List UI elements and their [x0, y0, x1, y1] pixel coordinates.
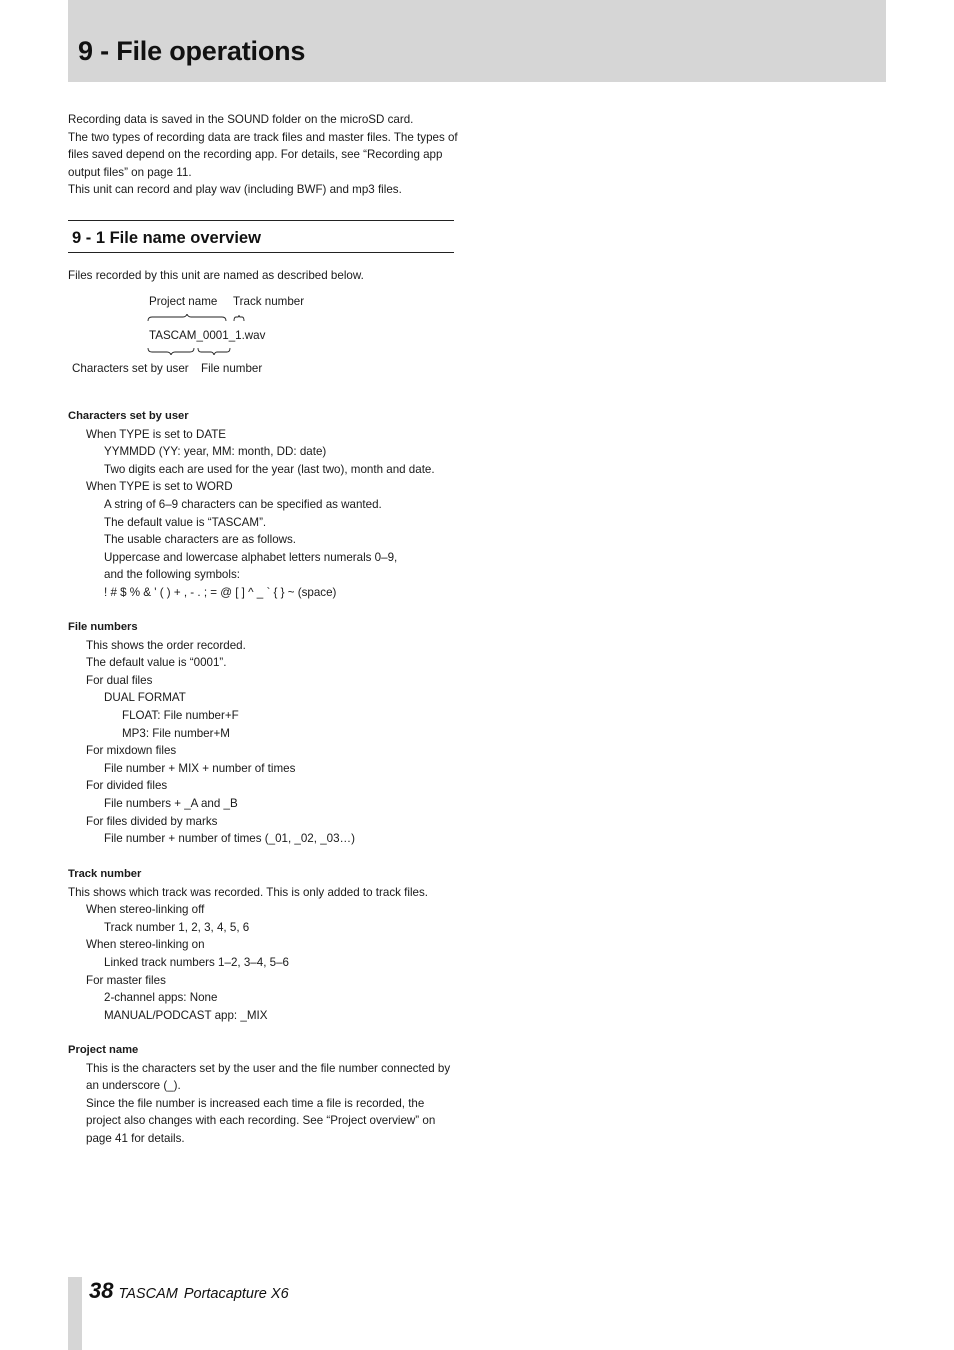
list-item: For files divided by marks — [86, 814, 218, 828]
list-item: YYMMDD (YY: year, MM: month, DD: date) — [104, 445, 327, 459]
list-item: For divided files — [86, 779, 168, 793]
section-subheading: Characters set by user — [68, 410, 189, 422]
chapter-title: 9 - File operations — [78, 36, 306, 66]
brace-file-number-icon — [197, 347, 231, 355]
list-item: Track number 1, 2, 3, 4, 5, 6 — [104, 920, 250, 934]
track-number-section — [68, 866, 468, 1024]
list-item: DUAL FORMAT — [104, 691, 186, 705]
list-item: This shows the order recorded. — [86, 638, 246, 652]
paragraph: This is the characters set by the user and the file number connected by an underscore (_). — [86, 1061, 451, 1093]
brace-track-number-icon — [233, 314, 245, 322]
list-item: The default value is “0001”. — [86, 656, 227, 670]
list-item: Linked track numbers 1–2, 3–4, 5–6 — [104, 955, 289, 969]
list-item: When TYPE is set to WORD — [86, 480, 233, 494]
intro-paragraph: Recording data is saved in the SOUND folder on the microSD card. — [68, 113, 414, 126]
list-item: FLOAT: File number+F — [122, 708, 239, 722]
intro-text — [68, 111, 460, 199]
diagram-label-characters: Characters set by user — [72, 362, 189, 375]
paragraph: Since the file number is increased each time a file is recorded, the project also changes with each recording. See “Project overview” on page 41 for details. — [86, 1096, 436, 1145]
list-item: ! # $ % & ' ( ) + , - . ; = @ [ ] ^ _ ` { } ~ (space) — [104, 585, 337, 599]
list-item: 2-channel apps: None — [104, 991, 218, 1005]
section-intro: Files recorded by this unit are named as described below. — [68, 269, 364, 282]
list-item: Two digits each are used for the year (last two), month and date. — [104, 462, 435, 476]
list-item: File number + MIX + number of times — [104, 761, 296, 775]
list-item: MP3: File number+M — [122, 726, 230, 740]
list-item: For master files — [86, 973, 166, 987]
list-item: The default value is “TASCAM”. — [104, 515, 267, 529]
intro-paragraph: This unit can record and play wav (including BWF) and mp3 files. — [68, 183, 402, 197]
section-header — [68, 220, 454, 253]
list-item: A string of 6–9 characters can be specified as wanted. — [104, 497, 382, 511]
characters-section — [68, 408, 468, 602]
brace-characters-icon — [147, 347, 195, 355]
footer-model: Portacapture X6 — [183, 1286, 289, 1302]
list-item: File number + number of times (_01, _02, _03…) — [104, 832, 355, 846]
list-item: File numbers + _A and _B — [104, 796, 238, 810]
list-item: When stereo-linking off — [86, 903, 205, 917]
section-subheading: File numbers — [68, 621, 138, 633]
brace-project-name-icon — [147, 314, 227, 322]
page-footer — [89, 1278, 289, 1304]
list-item: MANUAL/PODCAST app: _MIX — [104, 1008, 268, 1022]
file-numbers-section — [68, 619, 468, 848]
page-number: 38 — [89, 1278, 114, 1303]
list-item: When stereo-linking on — [86, 938, 205, 952]
project-name-section — [68, 1042, 460, 1148]
section-title: 9 - 1 File name overview — [72, 229, 261, 247]
footer-bar — [68, 1277, 82, 1350]
diagram-label-project-name: Project name — [149, 295, 218, 308]
footer-brand: TASCAM — [118, 1286, 178, 1302]
diagram-filename: TASCAM_0001_1.wav — [149, 329, 266, 342]
diagram-label-track-number: Track number — [233, 295, 305, 308]
list-item: When TYPE is set to DATE — [86, 427, 227, 441]
list-item: For mixdown files — [86, 744, 177, 758]
chapter-header — [68, 0, 886, 82]
section-subheading: Project name — [68, 1044, 139, 1056]
list-item: Uppercase and lowercase alphabet letters numerals 0–9, — [104, 550, 398, 564]
list-item: and the following symbols: — [104, 568, 240, 582]
list-item: The usable characters are as follows. — [104, 533, 297, 547]
list-item: For dual files — [86, 673, 153, 687]
diagram-label-file-number: File number — [201, 362, 263, 375]
section-subheading: Track number — [68, 868, 142, 880]
intro-paragraph: The two types of recording data are track files and master files. The types of files saved depend on the recording app. For details, see “Recording app output files” on page 11. — [68, 130, 458, 179]
list-item: This shows which track was recorded. This is only added to track files. — [68, 885, 428, 899]
